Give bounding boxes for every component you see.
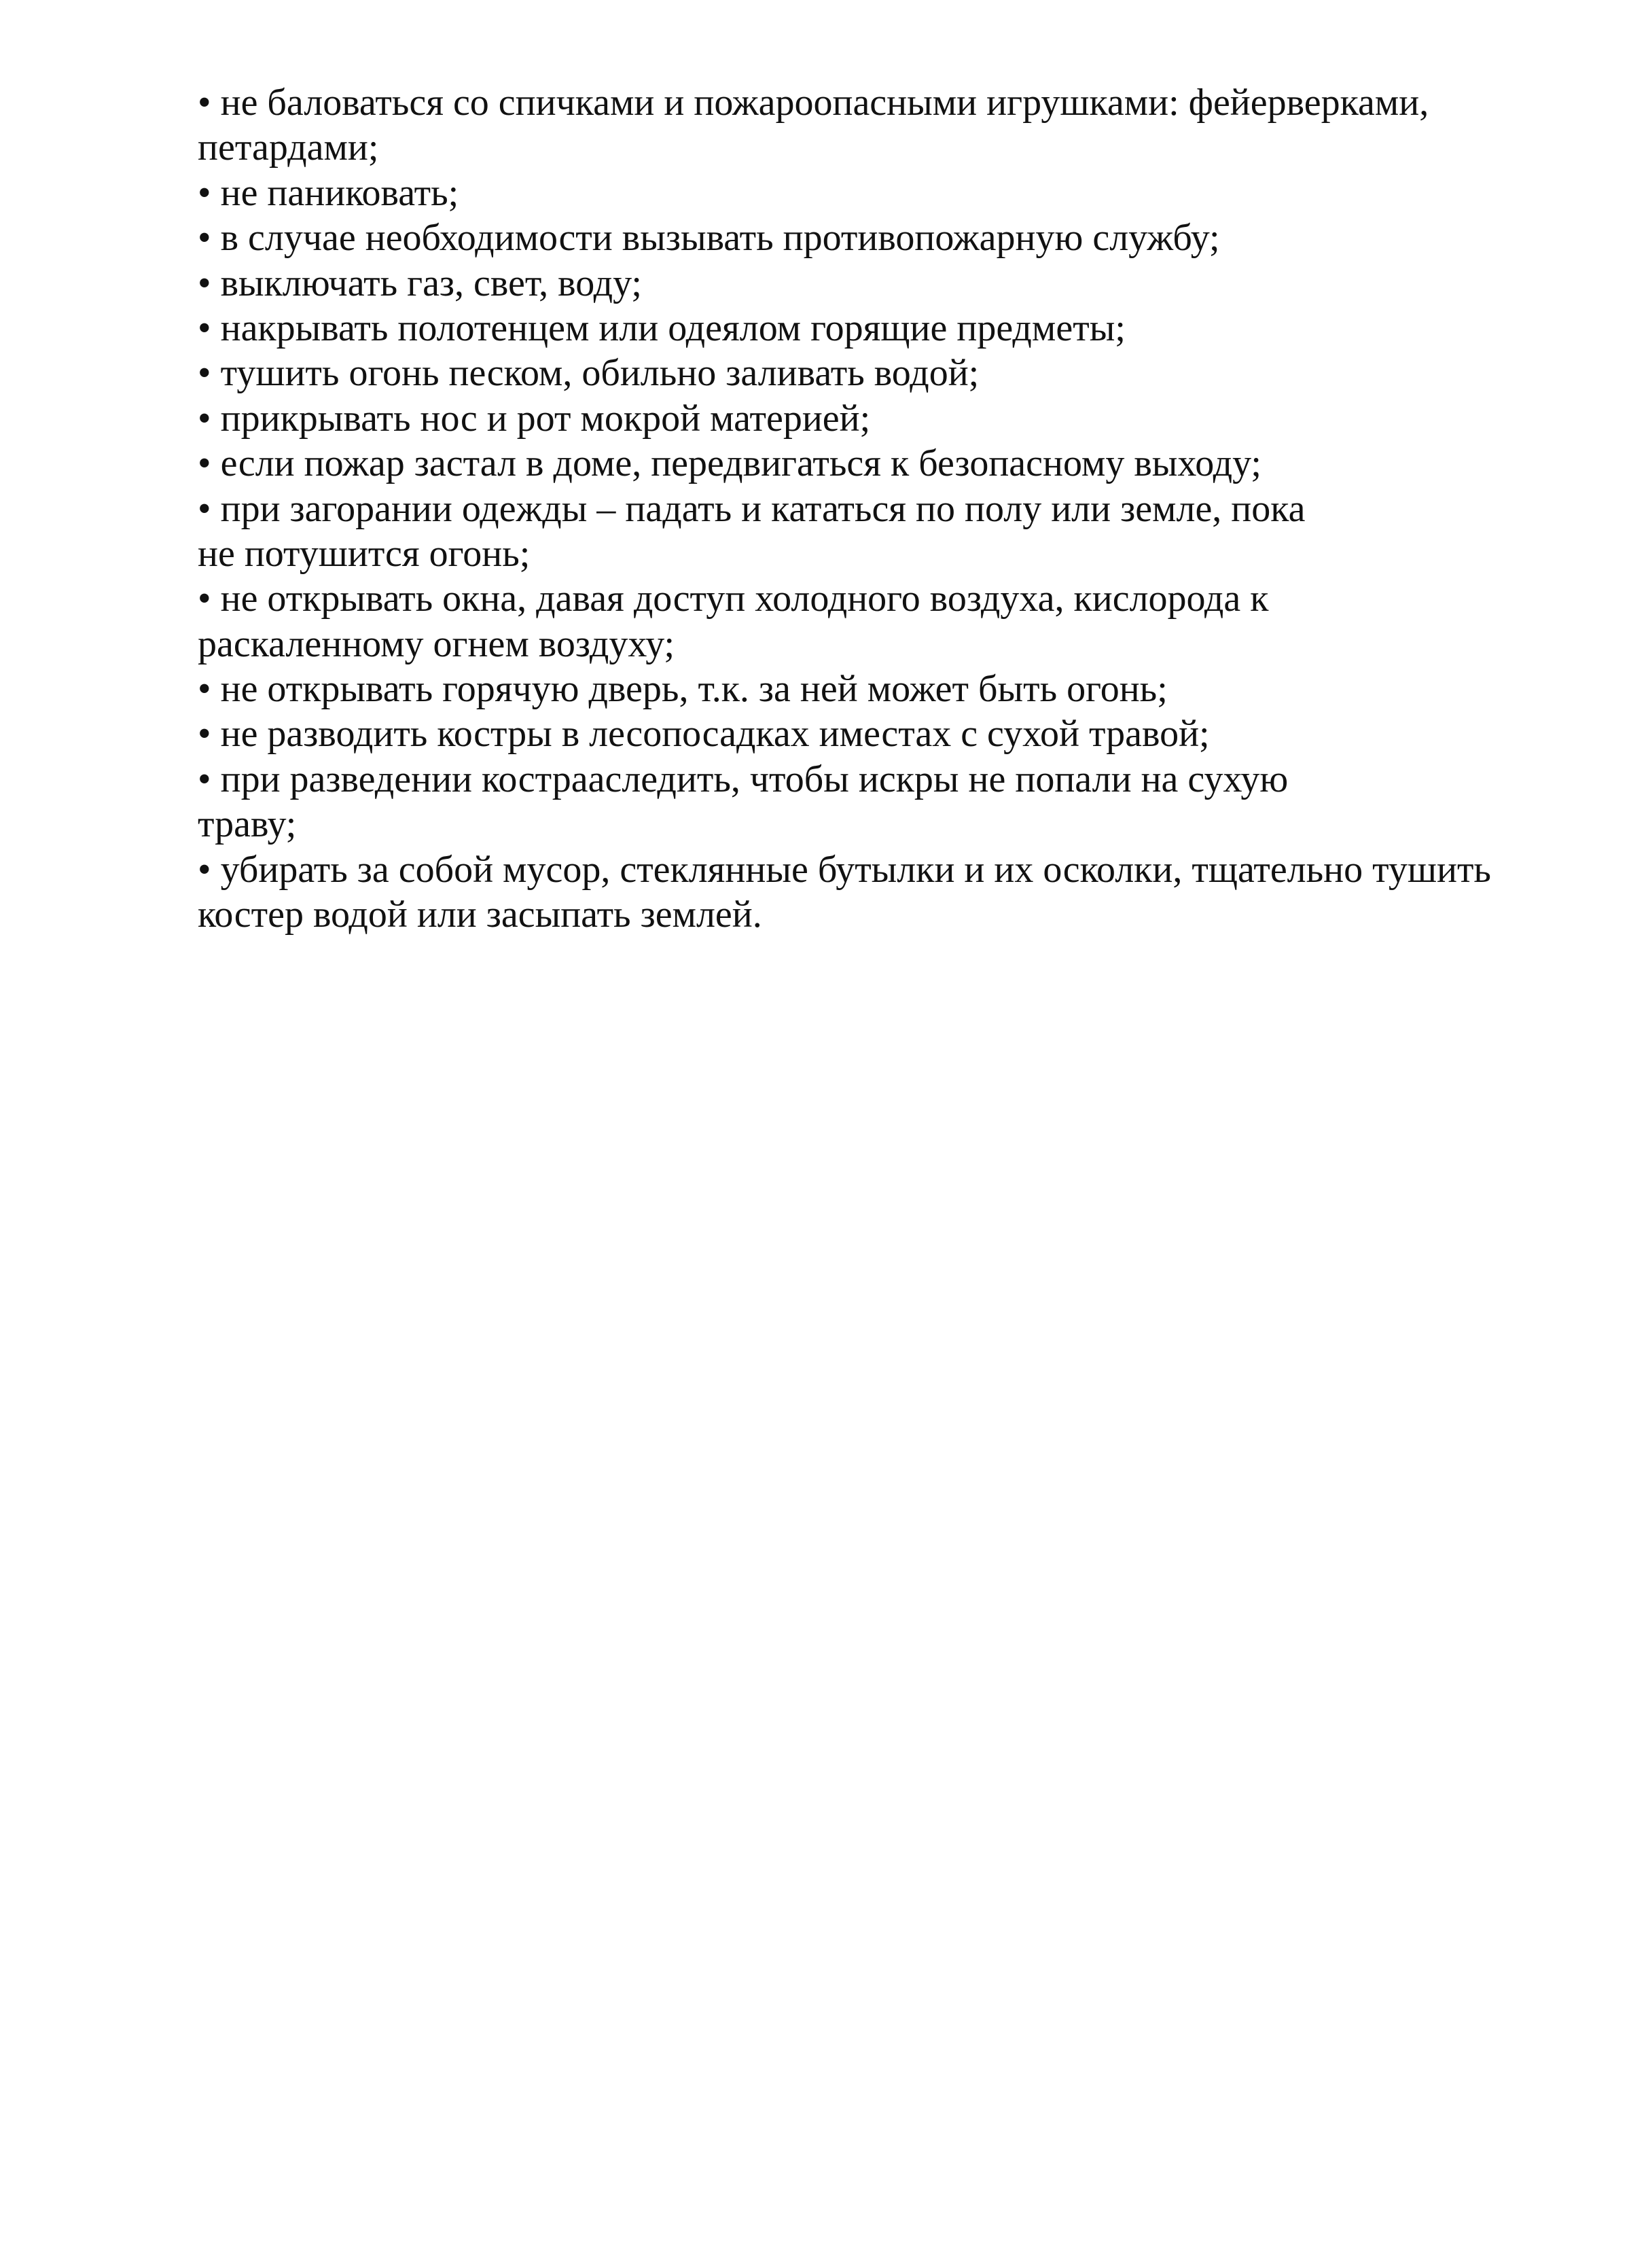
text-line: • выключать газ, свет, воду;	[198, 262, 642, 304]
text-line: • тушить огонь песком, обильно заливать водой;	[198, 352, 980, 395]
text-line: • не баловаться со спичками и пожароопасными игрушками: фейерверками,	[198, 82, 1429, 124]
text-line: петардами;	[198, 126, 379, 169]
text-line: костер водой или засыпать землей.	[198, 893, 762, 936]
text-line: • убирать за собой мусор, стеклянные бутылки и их осколки, тщательно тушить	[198, 848, 1491, 891]
text-line: • при загорании одежды – падать и кататься по полу или земле, пока	[198, 487, 1306, 530]
text-line: раскаленному огнем воздуху;	[198, 622, 675, 665]
text-line: • прикрывать нос и рот мокрой материей;	[198, 397, 871, 440]
text-line: не потушится огонь;	[198, 532, 531, 575]
text-line: • в случае необходимости вызывать противопожарную службу;	[198, 217, 1220, 260]
text-line: • не разводить костры в лесопосадках иместах с сухой травой;	[198, 713, 1210, 756]
document-body	[198, 80, 1590, 937]
text-line: траву;	[198, 803, 297, 846]
text-line: • не паниковать;	[198, 171, 459, 214]
text-line: • если пожар застал в доме, передвигаться к безопасному выходу;	[198, 442, 1261, 485]
text-line: • не открывать горячую дверь, т.к. за ней может быть огонь;	[198, 668, 1168, 711]
text-line: • при разведении кострааследить, чтобы искры не попали на сухую	[198, 758, 1289, 800]
text-line: • не открывать окна, давая доступ холодного воздуха, кислорода к	[198, 578, 1269, 620]
text-line: • накрывать полотенцем или одеялом горящие предметы;	[198, 306, 1126, 349]
